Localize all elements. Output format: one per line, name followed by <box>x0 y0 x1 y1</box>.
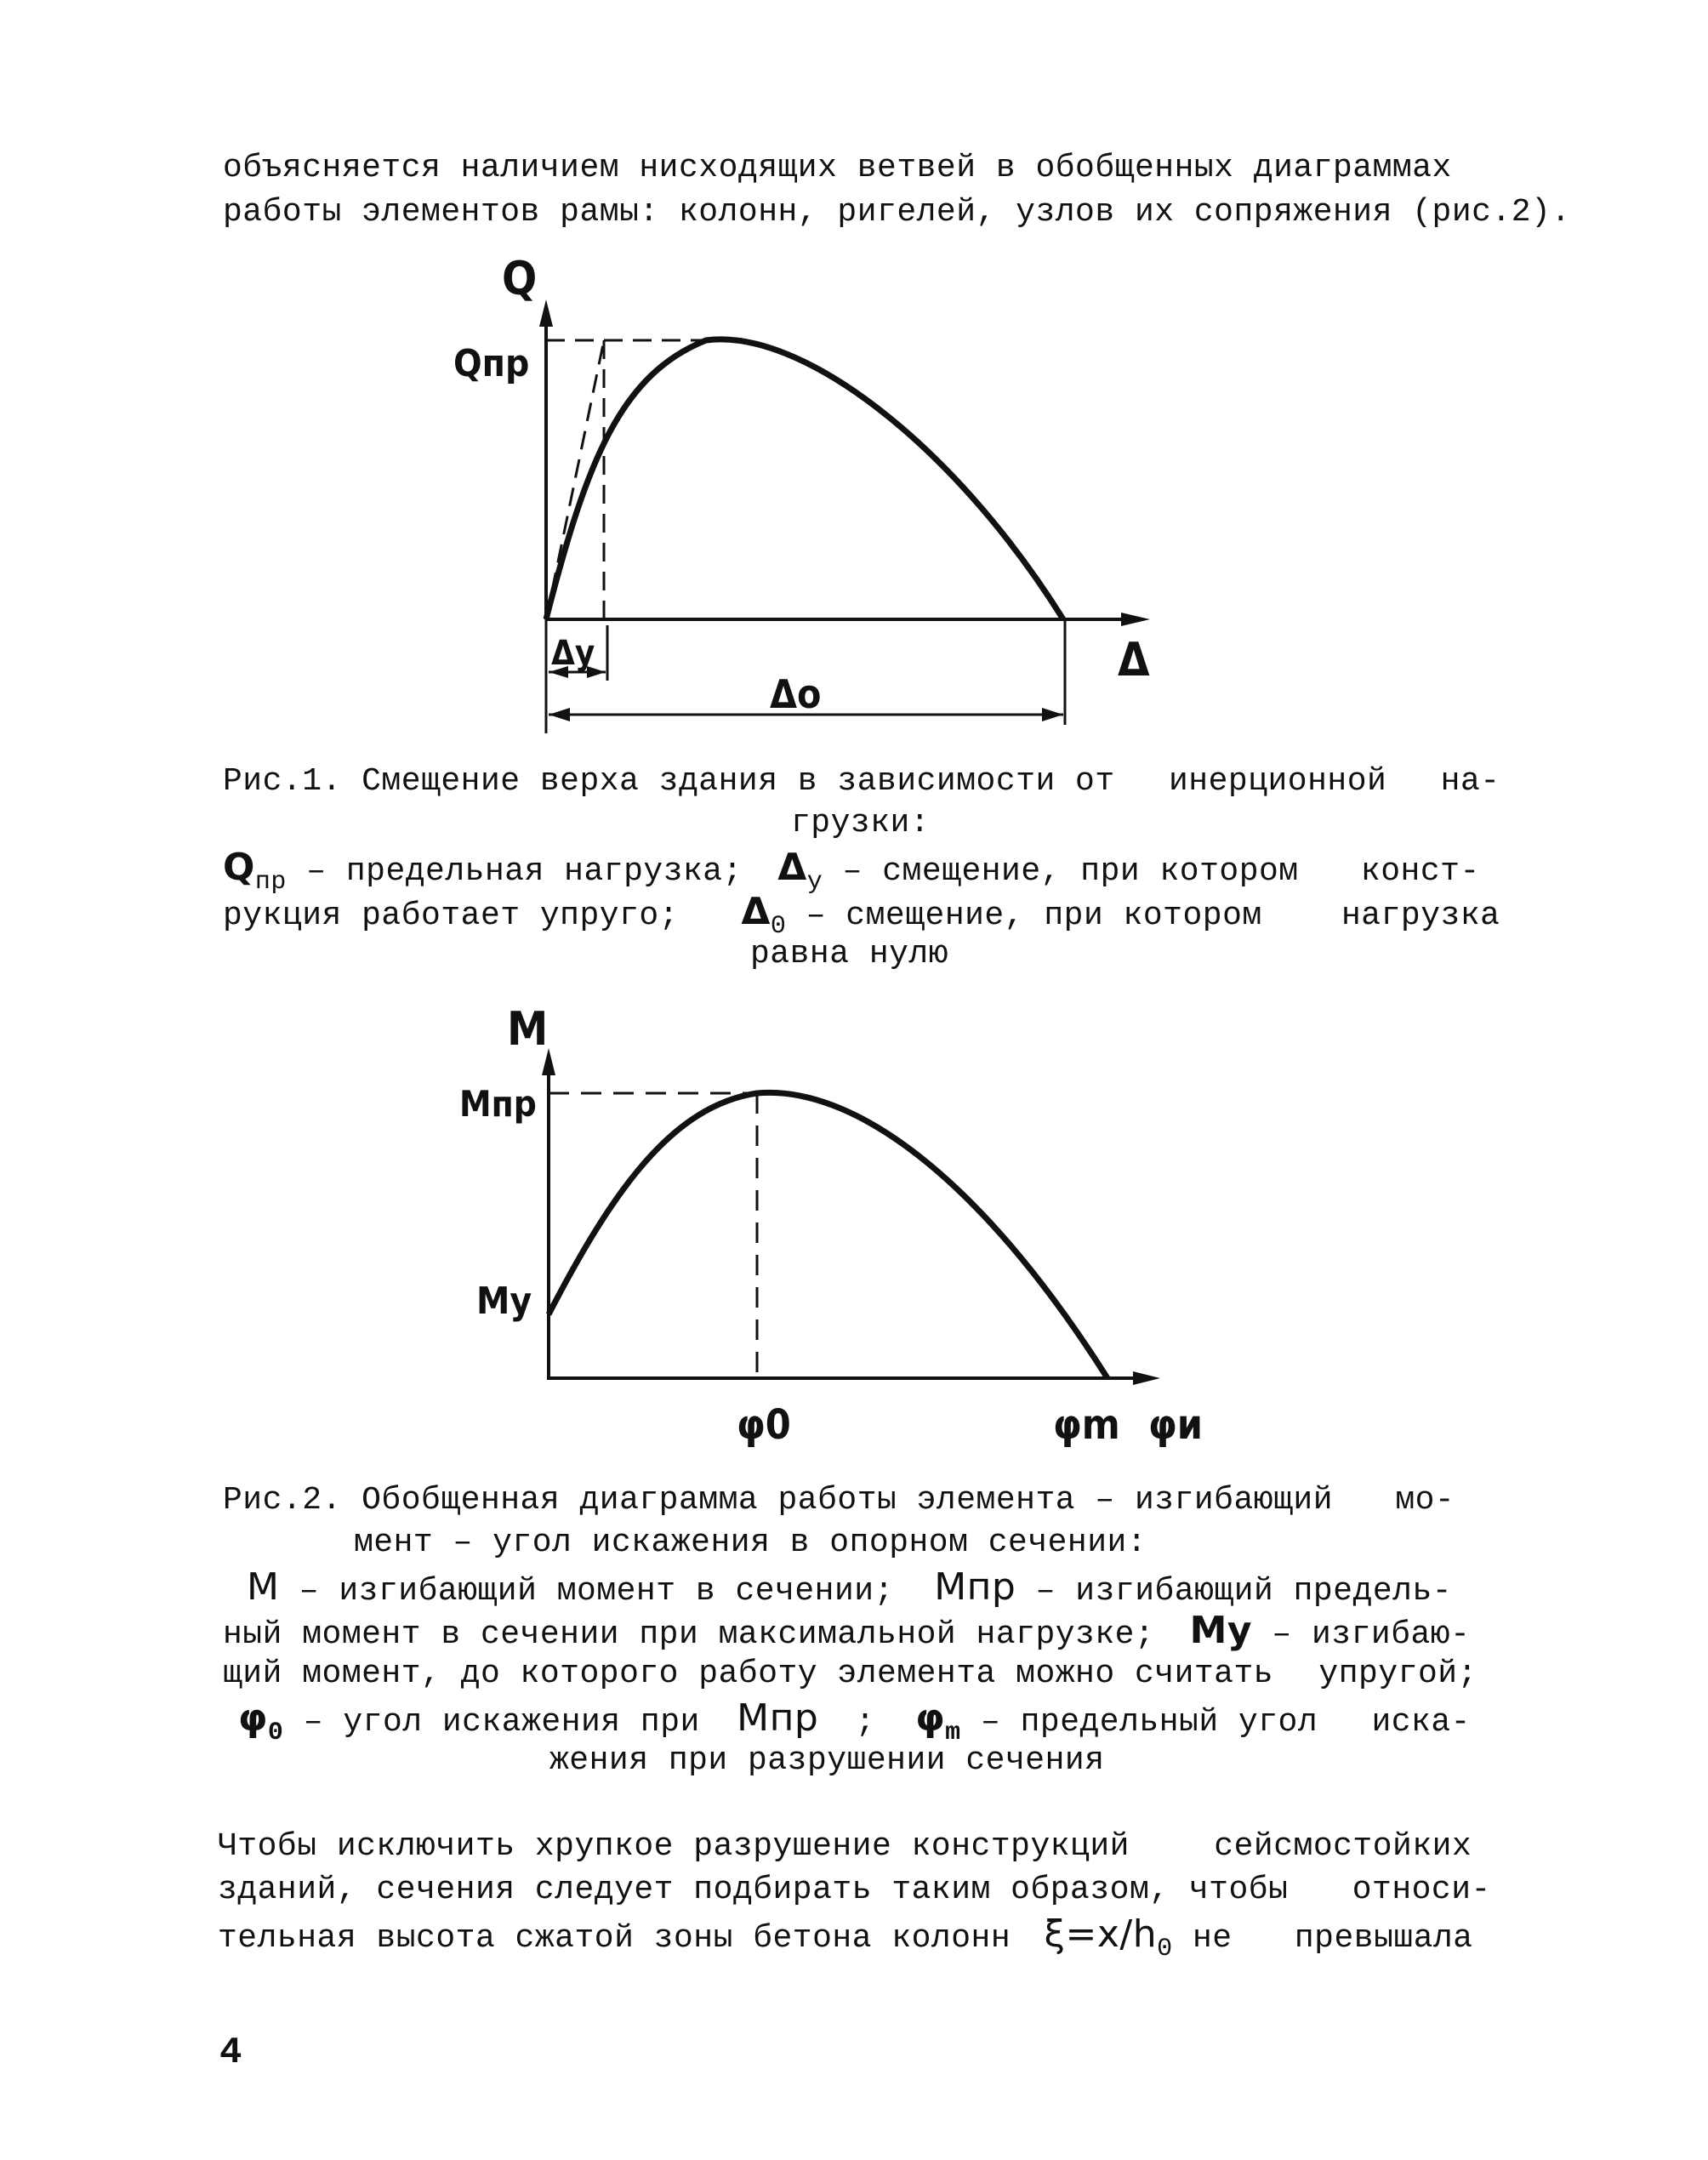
fig2-caption-upr-text: щий момент, до которого работу элемента можно считать <box>223 1656 1274 1692</box>
fig2-caption-line-2: мент – угол искажения в опорном сечении: <box>354 1525 1147 1561</box>
fig2-phi0-symbol: φ <box>238 1696 268 1740</box>
fig2-m-symbol: M <box>247 1565 280 1609</box>
intro-line-1: объясняется наличием нисходящих ветвей в обобщенных диаграммах <box>223 150 1452 186</box>
body-formula: ξ=x/h <box>1044 1912 1158 1956</box>
body-line-3-e: превышала <box>1294 1920 1473 1957</box>
fig2-my-symbol: Mу <box>1189 1609 1253 1652</box>
fig1-caption-word: инерционной <box>1168 763 1387 800</box>
fig1-caption-line-5: равна нулю <box>750 936 949 972</box>
body-line-2-a: зданий, сечения следует подбирать таким образом, чтобы <box>218 1872 1289 1908</box>
body-line-2-b: относи- <box>1352 1872 1491 1908</box>
fig2-caption-line-5 <box>223 1654 1477 1695</box>
body-line-3-d: не <box>1172 1920 1233 1957</box>
fig1-caption-line-2: грузки: <box>791 805 931 841</box>
fig2-caption-mo: мо- <box>1395 1482 1455 1519</box>
fig1-x-axis-label: Δ <box>1118 633 1150 687</box>
fig1-q-symbol: Q <box>223 846 255 889</box>
body-formula-sub: 0 <box>1157 1935 1173 1963</box>
body-line-1-b: сейсмостойких <box>1214 1828 1472 1865</box>
fig2-phi0-label: φ0 <box>737 1401 791 1449</box>
fig1-caption-title: Рис.1. Смещение верха здания в зависимости от <box>223 763 1115 800</box>
fig2-mpr2-symbol: Mпр <box>737 1696 819 1740</box>
fig2-phim-sub: m <box>945 1718 961 1747</box>
body-line-2 <box>218 1870 1491 1911</box>
fig1-y-axis-label: Q <box>502 252 538 305</box>
fig1-dy-sub: у <box>806 868 823 897</box>
fig2-mpr-symbol: Mпр <box>934 1565 1016 1609</box>
fig1-d0-sub: 0 <box>770 912 787 941</box>
fig2-mlimit-label: Mпр <box>459 1083 537 1125</box>
fig2-caption-line-1 <box>223 1480 1455 1521</box>
fig2-caption-title: Рис.2. Обобщенная диаграмма работы элемента – изгибающий <box>223 1482 1334 1519</box>
fig2-semicolon: ; <box>835 1704 875 1741</box>
fig1-q-desc: – предельная нагрузка; <box>286 853 743 890</box>
fig1-qlimit-label: Qпр <box>453 342 530 385</box>
fig1-dy-desc: – смещение, при котором <box>823 853 1299 890</box>
fig1-d0-label: Δо <box>770 671 822 717</box>
fig2-phim-label: φm <box>1053 1401 1120 1449</box>
fig2-caption-moment: ный момент в сечении при максимальной нагрузке; <box>223 1616 1155 1653</box>
fig2-my-label: Mу <box>476 1279 532 1323</box>
fig1-q-sub: пр <box>254 868 287 897</box>
fig2-y-axis-label: M <box>507 1002 549 1056</box>
fig2-x-arrow <box>1133 1371 1160 1385</box>
fig2-caption-line-3 <box>247 1567 1452 1612</box>
body-line-3 <box>218 1914 1473 1961</box>
fig2-m-desc: – изгибающий момент в сечении; <box>279 1573 894 1610</box>
fig1-d0-symbol: Δ <box>741 890 771 933</box>
fig1-caption-upr: рукция работает упруго; <box>223 898 679 934</box>
fig2-phi0-sub: 0 <box>267 1718 284 1747</box>
body-line-3-a: тельная высота сжатой зоны бетона колонн <box>218 1920 1011 1957</box>
fig2-caption-line-7: жения при разрушении сечения <box>549 1742 1105 1779</box>
fig2-caption-line-6 <box>238 1698 1471 1745</box>
fig2-mpr-desc: – изгибающий предель- <box>1016 1573 1453 1610</box>
fig1-d0-desc: – смещение, при котором <box>786 898 1262 934</box>
intro-line-2: работы элементов рамы: колонн, ригелей, узлов их сопряжения (рис.2). <box>223 194 1571 231</box>
fig2-my-desc: – изгибаю- <box>1252 1616 1471 1653</box>
page-number: 4 <box>219 2032 242 2074</box>
fig2-caption-line-4 <box>223 1610 1470 1656</box>
fig2-phim-symbol: φ <box>915 1696 946 1740</box>
fig2-caption-upr-word: упругой; <box>1318 1656 1477 1692</box>
body-line-1-a: Чтобы исключить хрупкое разрушение конструкций <box>218 1828 1130 1865</box>
fig2-phi0-desc: – угол искажения при <box>283 1704 700 1741</box>
fig2-caption-iska: иска- <box>1371 1704 1471 1741</box>
fig2-x-axis-label: φи <box>1148 1401 1204 1449</box>
fig2-curve <box>549 1092 1107 1378</box>
fig1-caption-konst: конст- <box>1360 853 1480 890</box>
fig1-caption-nagr: нагрузка <box>1341 898 1500 934</box>
fig1-caption-hyphen: на- <box>1440 763 1500 800</box>
fig2-phim-desc: – предельный угол <box>960 1704 1318 1741</box>
fig1-dy-label: Δу <box>551 634 595 673</box>
fig1-dy-symbol: Δ <box>777 846 807 889</box>
body-line-1 <box>218 1827 1472 1867</box>
